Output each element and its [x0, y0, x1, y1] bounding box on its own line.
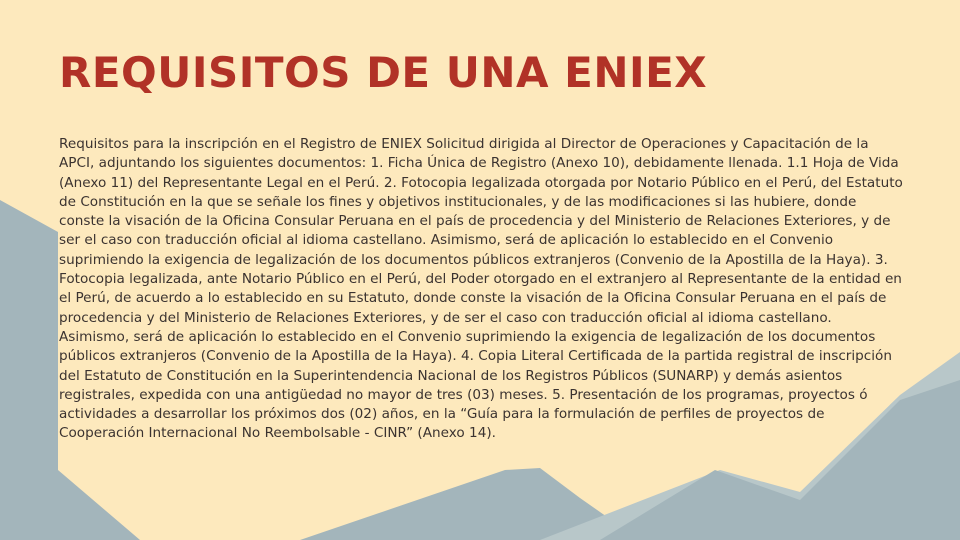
slide-body-text: Requisitos para la inscripción en el Registro de ENIEX Solicitud dirigida al Director de Operaciones y Capacitación de la APCI, adjuntando los siguientes documentos: 1. Ficha Única de Registro (Anexo 10), debidamente llenada. 1.1 Hoja de Vida (Anexo 11) del Representante Legal en el Perú. 2. Fotocopia legalizada otorgada por Notario Público en el Perú, del Estatuto de Constitución en la que se señale los fines y objetivos institucionales, y de las modificaciones si las hubiere, donde conste la visación de la Oficina Consular Peruana en el país de procedencia y del Ministerio de Relaciones Exteriores, y de ser el caso con traducción oficial al idioma castellano. Asimismo, será de aplicación lo establecido en el Convenio suprimiendo la exigencia de legalización de los documentos públicos extranjeros (Convenio de la Apostilla de la Haya). 3. Fotocopia legalizada, ante Notario Público en el Perú, del Poder otorgado en el extranjero al Representante de la entidad en el Perú, de acuerdo a lo establecido en su Estatuto, donde conste la visación de la Oficina Consular Peruana en el país de procedencia y del Ministerio de Relaciones Exteriores, y de ser el caso con traducción oficial al idioma castellano. Asimismo, será de aplicación lo establecido en el Convenio suprimiendo la exigencia de legalización de los documentos públicos extranjeros (Convenio de la Apostilla de la Haya). 4. Copia Literal Certificada de la partida registral de inscripción del Estatuto de Constitución en la Superintendencia Nacional de los Registros Públicos (SUNARP) y demás asientos registrales, expedida con una antigüedad no mayor de tres (03) meses. 5. Presentación de los programas, proyectos ó actividades a desarrollar los próximos dos (02) años, en la “Guía para la formulación de perfiles de proyectos de Cooperación Internacional No Reembolsable - CINR” (Anexo 14). — [59, 136, 903, 442]
slide-title: REQUISITOS DE UNA ENIEX — [59, 48, 708, 97]
